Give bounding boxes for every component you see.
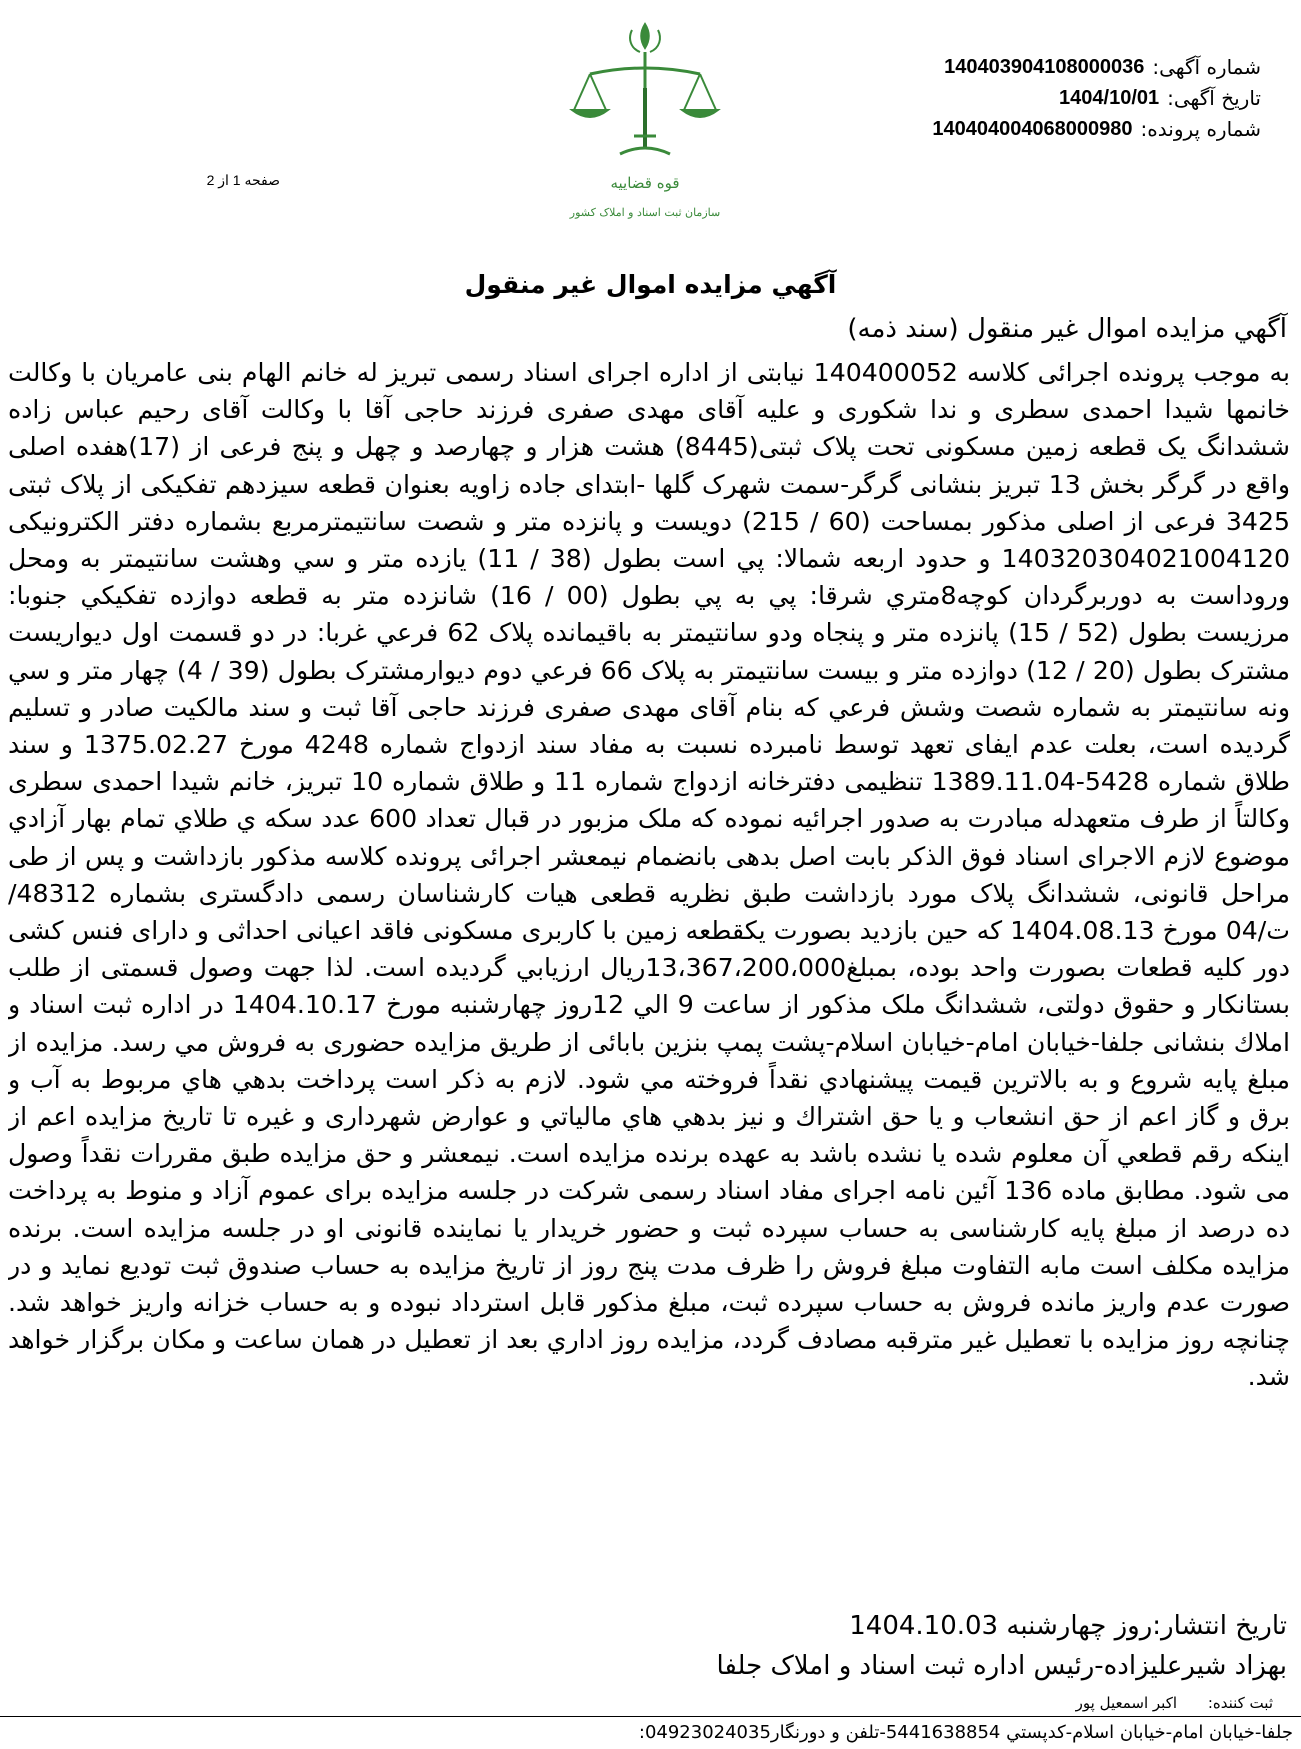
document-title: آگهي مزايده اموال غير منقول (464, 270, 837, 299)
registrar-label: ثبت كننده: (1207, 1694, 1273, 1712)
registrar-line (773, 1694, 1273, 1712)
announcement-meta (741, 52, 1261, 145)
ad-number-value: 140403904108000036 (944, 56, 1145, 78)
footer-divider (0, 1716, 1301, 1717)
ad-date-value: 1404/10/01 (1059, 87, 1160, 109)
emblem-caption-2: سازمان ثبت اسناد و املاک کشور (569, 206, 721, 219)
file-number-label: شماره پرونده: (1140, 117, 1261, 141)
announcement-body: به موجب پرونده اجرائی کلاسه 140400052 نیابتی از اداره اجرای اسناد رسمی تبریز له خانم الهام بنی عامریان با وکالت خانمها شیدا احمدی سطری و ندا شکوری و علیه آقای مهدی صفری فرزند حاجی آقا با وکالت آقای رحیم عباس زاده ششدانگ یک قطعه زمین مسکونی تحت پلاک ثبتی(8445) هشت هزار و چهارصد و چهل و پنج فرعی از (17)هفده اصلی واقع در گرگر بخش 13 تبریز بنشانی گرگر-سمت شهرک گلها -ابتدای جاده زاویه بعنوان قطعه سیزدهم تفکیکی از پلاک ثبتی 3425 فرعی از اصلی مذکور بمساحت (60 / 215) دویست و پانزده متر و شصت سانتیمترمربع بشماره دفتر الکترونیکی 140320304021004120 و حدود اربعه شمالا: پي است بطول (38 / 11) يازده متر و سي وهشت سانتيمتر به ومحل ورودا‌ست به دوربرگردان کوچه8متري شرقا: پي به پي بطول (00 / 16) شانزده متر به قطعه دوازده تفکيکي جنوبا: مرزيست بطول (52 / 15) پانزده متر و پنجاه ودو سانتيمتر به باقيمانده پلاک 62 فرعي غربا: در دو قسمت اول ديواريست مشترک بطول (20 / 12) دوازده متر و بيست سانتيمتر به پلاک 66 فرعي دوم ديوارمشترک بطول (39 / 4) چهار متر و سي ونه سانتيمتر به شماره شصت وشش فرعي که بنام آقای مهدی صفری فرزند حاجی آقا ثبت و سند مالکیت صادر و تسلیم گردیده است، بعلت عدم ایفای تعهد توسط نامبرده نسبت به مفاد سند ازدواج شماره 4248 مورخ 1375.02.27 و سند طلاق شماره 5428-1389.11.04 تنظیمی دفترخانه ازدواج شماره 11 و طلاق شماره 10 تبریز، خانم شیدا احمدی سطری وکالتاً از طرف متعهدله مبادرت به صدور اجرائیه نموده که ملک مزبور در قبال تعداد 600 عدد سکه ي طلاي تمام بهار آزادي موضوع لازم الاجرای اسناد فوق الذکر بابت اصل بدهی بانضمام نیمعشر اجرائی پرونده کلاسه مذکور بازداشت و پس از طی مراحل قانونی، ششدانگ پلاک مورد بازداشت طبق نظریه قطعی هیات کارشناسان رسمی دادگستری بشماره 48312/ت/04 مورخ 1404.08.13 که حین بازدید بصورت یکقطعه زمین با کاربری مسکونی فاقد اعیانی احداثی و دارای فنس کشی دور کلیه قطعات بصورت واحد بوده، بمبلغ13،367،200،000ريال ارزيابي گرديده است. لذا جهت وصول قسمتی از طلب بستانکار و حقوق دولتی، ششدانگ ملک مذکور از ساعت 9 الي 12روز چهارشنبه مورخ 1404.10.17 در اداره ثبت اسناد و املاك بنشانی جلفا-خیابان امام-خیابان اسلام-پشت پمپ بنزین بابائی از طريق مزايده حضوری به فروش مي رسد. مزايده از مبلغ پايه شروع و به بالاترين قيمت پيشنهادي نقداً فروخته مي شود. لازم به ذکر است پرداخت بدهي هاي مربوط به آب و برق و گاز اعم از حق انشعاب و يا حق اشتراك و نيز بدهي هاي مالياتي و عوارض شهرداری و غيره تا تاريخ مزايده اعم از اينکه رقم قطعي آن معلوم شده يا نشده باشد به عهده برنده مزايده است. نیمعشر و حق مزایده طبق مقررات نقداً وصول می شود. مطابق ماده 136 آئین نامه اجرای مفاد اسناد رسمی شرکت در جلسه مزایده برای عموم آزاد و منوط به پرداخت ده درصد از مبلغ پایه کارشناسی به حساب سپرده ثبت و حضور خریدار یا نماینده قانونی او در جلسه مزایده است. برنده مزایده مکلف است مابه التفاوت مبلغ فروش را ظرف مدت پنج روز از تاریخ مزایده به حساب صندوق ثبت تودیع نماید و در صورت عدم واریز مانده فروش به حساب سپرده ثبت، مبلغ مذکور قابل استرداد نبوده و به حساب خزانه واریز خواهد شد. چنانچه روز مزايده با تعطيل غير مترقبه مصادف گردد، مزايده روز اداري بعد از تعطيل در همان ساعت و مكان برگزار خواهد شد. (8, 358, 1290, 1392)
ad-date-row (741, 83, 1261, 114)
file-number-value: 140404004068000980 (932, 118, 1133, 140)
registrar-name: اكبر اسمعيل پور (1075, 1694, 1178, 1712)
judiciary-scales-emblem-icon (560, 18, 730, 248)
publication-date: تاريخ انتشار:روز چهارشنبه 1404.10.03 (849, 1611, 1287, 1641)
signatory-line: بهزاد شیرعلیزاده-رئیس اداره ثبت اسناد و املاک جلفا (716, 1651, 1287, 1681)
page-indicator: صفحه 1 از 2 (206, 172, 280, 188)
document-subtitle: آگهي مزايده اموال غير منقول (سند ذمه) (847, 314, 1287, 344)
file-number-row (741, 114, 1261, 145)
emblem-caption-1: قوه قضاییه (610, 174, 680, 192)
ad-number-row (741, 52, 1261, 83)
ad-date-label: تاریخ آگهی: (1167, 86, 1261, 110)
ad-number-label: شماره آگهی: (1152, 55, 1261, 79)
footer-address: جلفا-خيابان امام-خيابان اسلام-کدپستي 5441638854-تلفن و دورنگار04923024035: (638, 1722, 1293, 1743)
